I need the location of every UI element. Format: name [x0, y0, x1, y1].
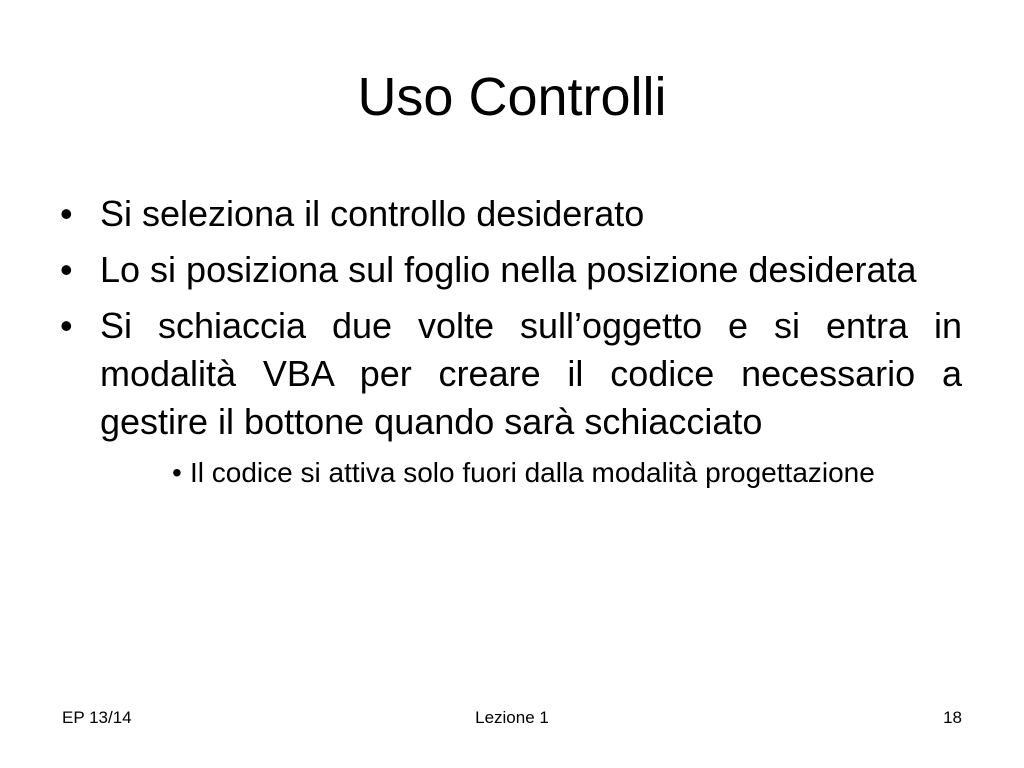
sub-bullet-marker: • [172, 457, 182, 488]
bullet-text: Si schiaccia due volte sull’oggetto e si entra in modalità VBA per creare il codice necessario a gestire il bottone quando sarà schiacciato [100, 305, 962, 442]
slide-body [60, 190, 962, 492]
sub-bullet-item [172, 454, 962, 492]
footer-left-text: EP 13/14 [62, 708, 132, 727]
slide-title: Uso Controlli [357, 67, 667, 127]
bullet-item [60, 302, 962, 446]
bullet-marker: • [60, 305, 73, 346]
bullet-marker: • [60, 193, 73, 234]
bullet-item [60, 190, 962, 238]
bullet-text: Lo si posiziona sul foglio nella posizione desiderata [100, 249, 917, 290]
bullet-marker: • [60, 249, 73, 290]
bullet-item [60, 246, 962, 294]
footer-center-text: Lezione 1 [475, 708, 549, 727]
sub-bullet-text: Il codice si attiva solo fuori dalla modalità progettazione [190, 457, 875, 488]
bullet-text: Si seleziona il controllo desiderato [100, 193, 645, 234]
slide-number: 18 [943, 708, 962, 727]
